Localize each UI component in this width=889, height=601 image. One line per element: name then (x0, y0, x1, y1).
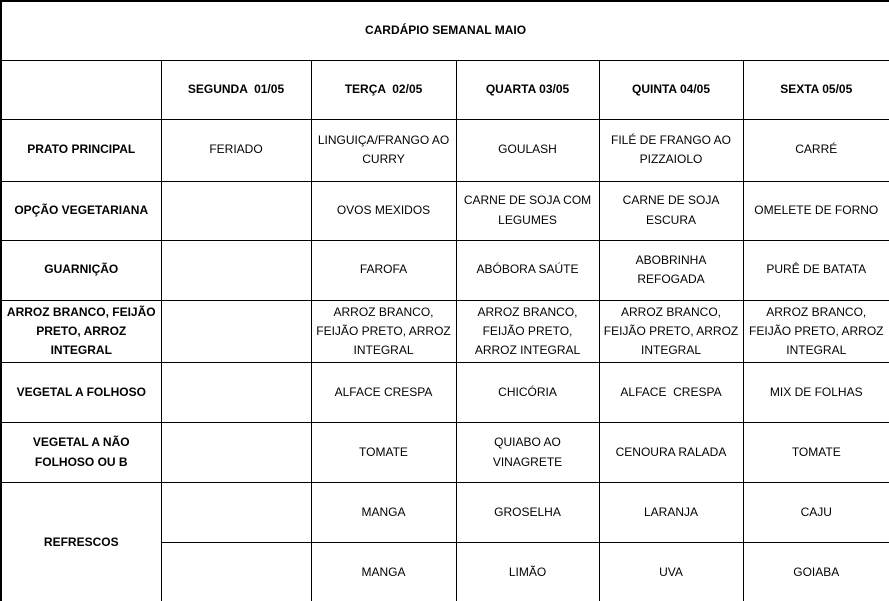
menu-cell (161, 483, 311, 543)
menu-cell: GOULASH (456, 119, 599, 181)
menu-cell (161, 423, 311, 483)
row-label-vegetal-folhoso: VEGETAL A FOLHOSO (1, 363, 161, 423)
menu-cell: PURÊ DE BATATA (743, 240, 889, 300)
row-label-arroz-feijao: ARROZ BRANCO, FEIJÃO PRETO, ARROZ INTEGRAL (1, 300, 161, 363)
menu-cell (161, 240, 311, 300)
page-title: CARDÁPIO SEMANAL MAIO (1, 1, 889, 60)
day-header-terca: TERÇA 02/05 (311, 60, 456, 119)
row-label-opcao-vegetariana: OPÇÃO VEGETARIANA (1, 181, 161, 240)
menu-cell (161, 181, 311, 240)
menu-cell: FAROFA (311, 240, 456, 300)
menu-cell: OMELETE DE FORNO (743, 181, 889, 240)
table-row-prato-principal (1, 119, 889, 181)
menu-cell: FERIADO (161, 119, 311, 181)
title-row (1, 1, 889, 60)
menu-cell: LARANJA (599, 483, 743, 543)
menu-cell: LINGUIÇA/FRANGO AO CURRY (311, 119, 456, 181)
header-row (1, 60, 889, 119)
table-row-refrescos-1 (1, 483, 889, 543)
day-header-sexta: SEXTA 05/05 (743, 60, 889, 119)
menu-cell: ALFACE CRESPA (599, 363, 743, 423)
menu-cell: LIMÃO (456, 543, 599, 601)
row-label-guarnicao: GUARNIÇÃO (1, 240, 161, 300)
table-row-vegetal-folhoso (1, 363, 889, 423)
row-label-vegetal-nao-folhoso: VEGETAL A NÃO FOLHOSO OU B (1, 423, 161, 483)
day-header-quinta: QUINTA 04/05 (599, 60, 743, 119)
table-row-arroz-feijao (1, 300, 889, 363)
menu-cell: ARROZ BRANCO, FEIJÃO PRETO, ARROZ INTEGRAL (743, 300, 889, 363)
menu-cell: ABOBRINHA REFOGADA (599, 240, 743, 300)
menu-cell: ARROZ BRANCO, FEIJÃO PRETO, ARROZ INTEGRAL (599, 300, 743, 363)
day-header-segunda: SEGUNDA 01/05 (161, 60, 311, 119)
row-label-refrescos: REFRESCOS (1, 483, 161, 601)
menu-cell: ABÓBORA SAÚTE (456, 240, 599, 300)
row-label-prato-principal: PRATO PRINCIPAL (1, 119, 161, 181)
menu-cell: CARNE DE SOJA COM LEGUMES (456, 181, 599, 240)
menu-cell: MIX DE FOLHAS (743, 363, 889, 423)
menu-cell: CENOURA RALADA (599, 423, 743, 483)
menu-cell: ARROZ BRANCO, FEIJÃO PRETO, ARROZ INTEGRAL (311, 300, 456, 363)
menu-cell: CARNE DE SOJA ESCURA (599, 181, 743, 240)
menu-cell: CARRÉ (743, 119, 889, 181)
menu-cell (161, 543, 311, 601)
menu-cell (161, 363, 311, 423)
table-row-vegetal-nao-folhoso (1, 423, 889, 483)
menu-cell: GROSELHA (456, 483, 599, 543)
menu-cell: TOMATE (311, 423, 456, 483)
menu-cell: ARROZ BRANCO, FEIJÃO PRETO, ARROZ INTEGRAL (456, 300, 599, 363)
menu-cell: CAJU (743, 483, 889, 543)
corner-cell (1, 60, 161, 119)
menu-cell: TOMATE (743, 423, 889, 483)
menu-cell: MANGA (311, 483, 456, 543)
menu-cell (161, 300, 311, 363)
menu-cell: MANGA (311, 543, 456, 601)
menu-cell: ALFACE CRESPA (311, 363, 456, 423)
menu-cell: UVA (599, 543, 743, 601)
table-row-guarnicao (1, 240, 889, 300)
menu-cell: CHICÓRIA (456, 363, 599, 423)
menu-cell: GOIABA (743, 543, 889, 601)
table-row-opcao-vegetariana (1, 181, 889, 240)
menu-cell: FILÉ DE FRANGO AO PIZZAIOLO (599, 119, 743, 181)
menu-cell: OVOS MEXIDOS (311, 181, 456, 240)
menu-cell: QUIABO AO VINAGRETE (456, 423, 599, 483)
day-header-quarta: QUARTA 03/05 (456, 60, 599, 119)
